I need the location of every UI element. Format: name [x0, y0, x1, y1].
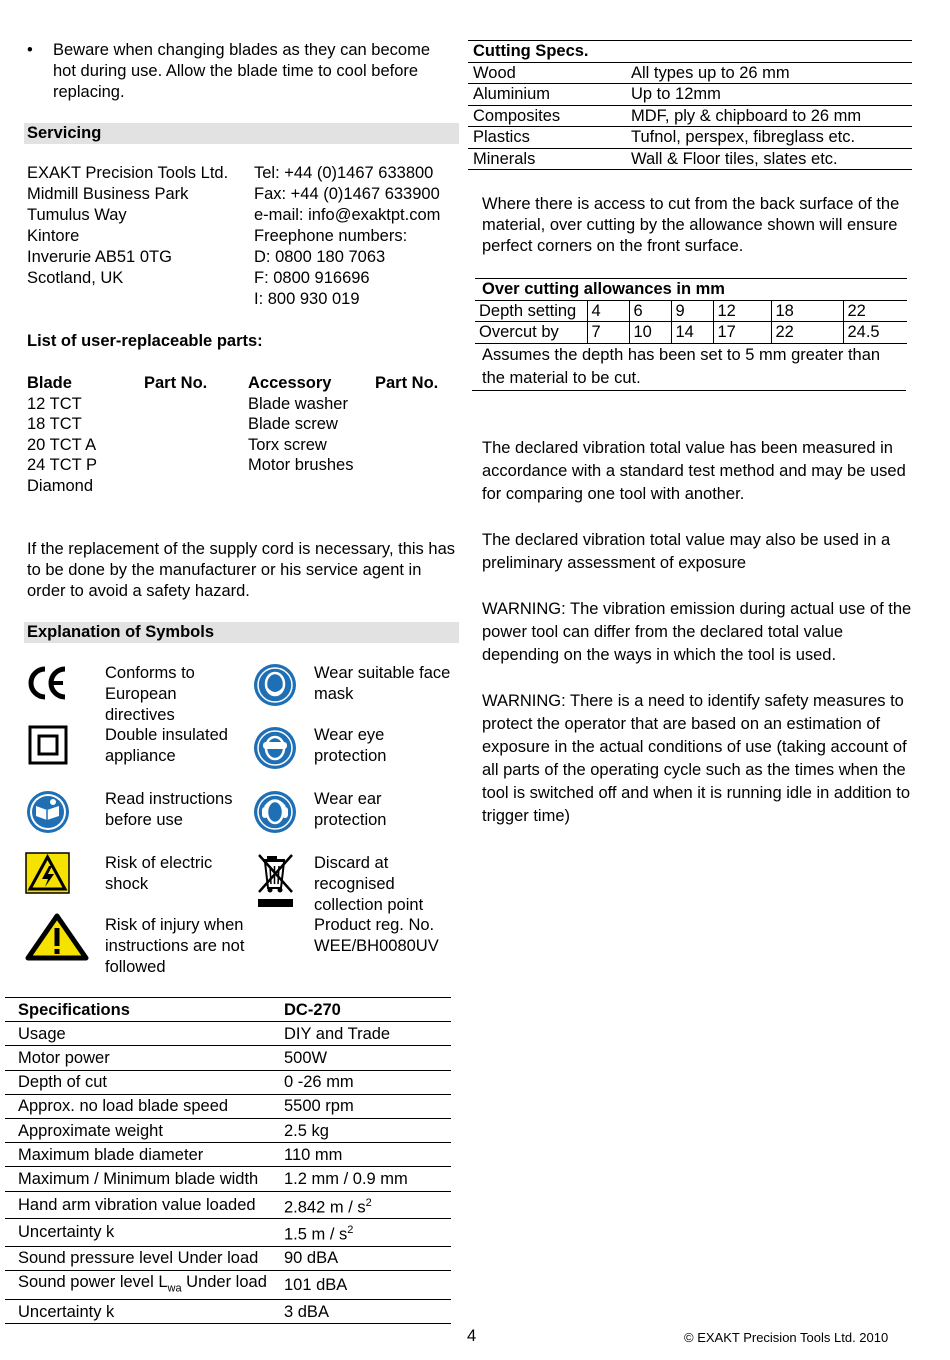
spec-value: 2.5 kg — [280, 1118, 451, 1142]
bullet-dot: • — [27, 41, 33, 59]
spec-value: 5500 rpm — [280, 1094, 451, 1118]
contact-tel: Tel: +44 (0)1467 633800 — [254, 164, 434, 182]
address-line: EXAKT Precision Tools Ltd. — [27, 164, 229, 182]
injury-text: Risk of injury when instructions are not followed — [105, 916, 245, 976]
ear-protection-text: Wear ear protection — [314, 790, 387, 829]
table-row — [468, 41, 912, 63]
capacity-cell: Up to 12mm — [626, 84, 912, 106]
material-cell: Plastics — [468, 127, 626, 149]
partno-header-2: Part No. — [375, 374, 439, 392]
eye-protection-icon — [253, 726, 297, 770]
spec-value — [280, 1191, 451, 1219]
depth-cell: 22 — [843, 300, 907, 322]
power-label-subscript: wa — [167, 1281, 182, 1294]
depth-label: Depth setting — [475, 300, 587, 322]
cutting-specs-table — [468, 40, 912, 170]
address-line: Midmill Business Park — [27, 185, 189, 203]
accessory-header: Accessory — [248, 374, 332, 392]
spec-label: Approx. no load blade speed — [5, 1094, 280, 1118]
table-row — [5, 1118, 451, 1142]
capacity-cell: All types up to 26 mm — [626, 62, 912, 84]
vibration-uncertainty-value: 1.5 m / s — [284, 1225, 348, 1244]
spec-value: 500W — [280, 1046, 451, 1070]
eye-protection-text: Wear eye protection — [314, 726, 387, 765]
spec-label: Hand arm vibration value loaded — [5, 1191, 280, 1219]
page-number: 4 — [467, 1327, 477, 1345]
contact-freephone-i: I: 800 930 019 — [254, 290, 360, 308]
spec-label — [5, 1270, 280, 1299]
spec-value: 101 dBA — [280, 1270, 451, 1299]
address-line: Tumulus Way — [27, 206, 127, 224]
table-row — [5, 1299, 451, 1323]
ear-protection-icon — [253, 790, 297, 834]
discard-text: Discard at recognised collection point Product reg. No. WEE/BH0080UV — [314, 854, 439, 956]
table-row — [5, 1191, 451, 1219]
table-row — [475, 279, 907, 301]
depth-cell: 9 — [671, 300, 713, 322]
address-line: Kintore — [27, 227, 80, 245]
accessory-item: Blade washer — [248, 394, 348, 413]
overcut-cell: 7 — [587, 322, 629, 344]
accessory-item: Torx screw — [248, 435, 327, 454]
warning-paragraph-1: WARNING: The vibration emission during actual use of the power tool can differ from the declared total value depending on the ways in which the tool is used. — [482, 600, 912, 664]
face-mask-text: Wear suitable face mask — [314, 664, 451, 703]
capacity-cell: MDF, ply & chipboard to 26 mm — [626, 105, 912, 127]
ce-mark-icon — [27, 664, 69, 702]
electric-shock-warning-icon — [25, 852, 70, 894]
table-row — [475, 300, 907, 322]
material-cell: Aluminium — [468, 84, 626, 106]
table-row — [468, 84, 912, 106]
contact-freephone: Freephone numbers: — [254, 227, 408, 245]
read-instructions-text: Read instructions before use — [105, 790, 233, 829]
table-row — [468, 105, 912, 127]
blade-item: 24 TCT P — [27, 456, 98, 474]
table-row — [475, 322, 907, 344]
overcut-cell: 24.5 — [843, 322, 907, 344]
double-insulated-icon — [28, 725, 68, 765]
table-row — [5, 1046, 451, 1070]
power-label-pre: Sound power level L — [18, 1272, 168, 1291]
read-manual-icon — [25, 789, 71, 835]
servicing-heading: Servicing — [24, 123, 459, 144]
material-cell: Composites — [468, 105, 626, 127]
blade-item: Diamond — [27, 476, 94, 495]
spec-label: Maximum blade diameter — [5, 1143, 280, 1167]
table-row — [5, 998, 451, 1022]
overcut-label: Overcut by — [475, 322, 587, 344]
ce-mark-text: Conforms to European directives — [105, 664, 195, 724]
contact-freephone-d: D: 0800 180 7063 — [254, 248, 386, 266]
blade-header: Blade — [27, 374, 72, 392]
contact-fax: Fax: +44 (0)1467 633900 — [254, 185, 440, 203]
cutting-specs-header: Cutting Specs. — [468, 41, 626, 63]
spec-label: Usage — [5, 1022, 280, 1046]
overcut-cell: 22 — [771, 322, 843, 344]
address-line: Inverurie AB51 0TG — [27, 248, 172, 266]
face-mask-icon — [253, 663, 297, 707]
spec-label: Motor power — [5, 1046, 280, 1070]
blade-item: 12 TCT — [27, 394, 82, 413]
assume-text: Assumes the depth has been set to 5 mm greater than the material to be cut. — [482, 346, 881, 387]
table-row — [468, 127, 912, 149]
overcut-cell: 14 — [671, 322, 713, 344]
table-row — [5, 1167, 451, 1191]
table-row — [468, 148, 912, 170]
depth-cell: 4 — [587, 300, 629, 322]
depth-cell: 6 — [629, 300, 671, 322]
material-cell: Minerals — [468, 148, 626, 170]
spec-value: 0 -26 mm — [280, 1070, 451, 1094]
bullet-text: Beware when changing blades as they can become hot during use. Allow the blade time to cool before replacing. — [53, 41, 430, 101]
divider — [472, 390, 906, 391]
spec-value: DIY and Trade — [280, 1022, 451, 1046]
bullet-item — [27, 40, 447, 103]
vibration-value: 2.842 m / s — [284, 1198, 366, 1216]
table-row — [468, 62, 912, 84]
contact-freephone-f: F: 0800 916696 — [254, 269, 370, 287]
table-row — [5, 1022, 451, 1046]
weee-bin-icon — [256, 852, 296, 910]
symbols-heading: Explanation of Symbols — [24, 622, 459, 643]
table-row — [5, 1070, 451, 1094]
spec-header-label: Specifications — [5, 998, 280, 1022]
warning-paragraph-2: WARNING: There is a need to identify safety measures to protect the operator that are based on an estimation of exposure in the actual conditions of use (taking account of all parts of the operating cycle such as the times when the tool is switched off and when it is running idle in addition to trigger time) — [482, 692, 911, 825]
accessory-item: Blade screw — [248, 415, 338, 433]
spec-value: 110 mm — [280, 1143, 451, 1167]
contact-email[interactable]: e-mail: info@exaktpt.com — [254, 206, 441, 224]
depth-cell: 12 — [713, 300, 771, 322]
injury-warning-icon — [25, 913, 89, 961]
specifications-table — [5, 997, 451, 1324]
double-insulated-text: Double insulated appliance — [105, 726, 228, 765]
address-block — [27, 163, 252, 289]
spec-value — [280, 1219, 451, 1247]
exponent: 2 — [347, 1224, 354, 1236]
overcut-table — [475, 278, 907, 344]
accessory-column — [248, 373, 353, 476]
capacity-cell: Tufnol, perspex, fibreglass etc. — [626, 127, 912, 149]
partno-header: Part No. — [144, 374, 208, 392]
cord-text: If the replacement of the supply cord is necessary, this has to be done by the manufacturer or his service agent in order to avoid a safety hazard. — [27, 540, 455, 600]
contact-block — [254, 163, 459, 310]
table-row — [5, 1246, 451, 1270]
blade-item: 18 TCT — [27, 415, 82, 433]
spec-label: Uncertainty k — [5, 1219, 280, 1247]
spec-label: Maximum / Minimum blade width — [5, 1167, 280, 1191]
table-row — [5, 1143, 451, 1167]
blade-column — [27, 373, 97, 496]
overcut-cell: 10 — [629, 322, 671, 344]
spec-value: 3 dBA — [280, 1299, 451, 1323]
capacity-cell: Wall & Floor tiles, slates etc. — [626, 148, 912, 170]
back-surface-text: Where there is access to cut from the back surface of the material, over cutting by the allowance shown will ensure perfect corners on the front surface. — [482, 195, 900, 255]
exponent: 2 — [365, 1196, 372, 1209]
table-row — [5, 1270, 451, 1299]
parts-heading: List of user-replaceable parts: — [27, 332, 263, 350]
copyright: © EXAKT Precision Tools Ltd. 2010 — [684, 1330, 889, 1345]
table-cell — [626, 41, 912, 63]
electric-shock-text: Risk of electric shock — [105, 854, 213, 893]
overcut-header: Over cutting allowances in mm — [475, 279, 907, 301]
spec-label: Approximate weight — [5, 1118, 280, 1142]
address-line: Scotland, UK — [27, 269, 124, 287]
overcut-cell: 17 — [713, 322, 771, 344]
table-row — [5, 1219, 451, 1247]
material-cell: Wood — [468, 62, 626, 84]
spec-value: 1.2 mm / 0.9 mm — [280, 1167, 451, 1191]
spec-value: 90 dBA — [280, 1246, 451, 1270]
spec-label: Sound pressure level Under load — [5, 1246, 280, 1270]
depth-cell: 18 — [771, 300, 843, 322]
spec-header-model: DC-270 — [280, 998, 451, 1022]
power-label-post: Under load — [181, 1272, 267, 1291]
vibration-paragraph-1: The declared vibration total value has been measured in accordance with a standard test method and may be used for comparing one tool with another. — [482, 439, 906, 503]
spec-label: Depth of cut — [5, 1070, 280, 1094]
spec-label: Uncertainty k — [5, 1299, 280, 1323]
accessory-item: Motor brushes — [248, 456, 354, 474]
vibration-paragraph-2: The declared vibration total value may also be used in a preliminary assessment of exposure — [482, 531, 891, 572]
blade-item: 20 TCT A — [27, 435, 97, 454]
table-row — [5, 1094, 451, 1118]
